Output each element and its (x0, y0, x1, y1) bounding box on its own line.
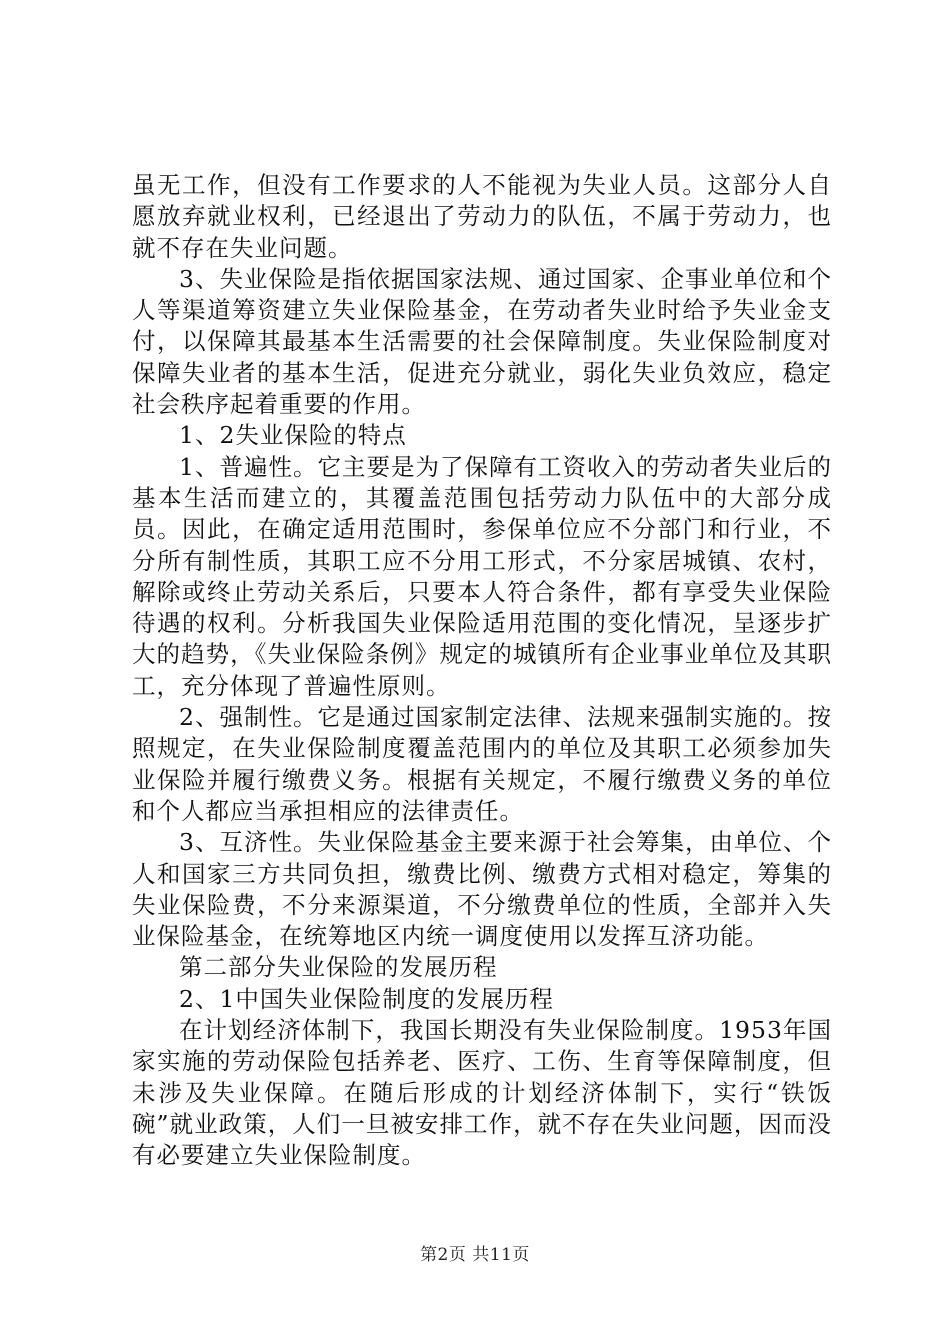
part-heading-development: 第二部分失业保险的发展历程 (179, 953, 498, 982)
section-heading-characteristics: 1、2失业保险的特点 (179, 421, 407, 450)
paragraph-mutual-aid: 3、互济性。失业保险基金主要来源于社会筹集，由单位、个人和国家三方共同负担，缴费比例、缴费方式相对稳定，筹集的失业保险费，不分来源渠道，不分缴费单位的性质，全部并入失业保险基金，在统筹地区内统一调度使用以发挥互济功能。 (132, 828, 832, 951)
paragraph-compulsory: 2、强制性。它是通过国家制定法律、法规来强制实施的。按照规定，在失业保险制度覆盖范围内的单位及其职工必须参加失业保险并履行缴费义务。根据有关规定，不履行缴费义务的单位和个人都应当承担相应的法律责任。 (132, 703, 832, 825)
paragraph-definition-unemployment-insurance: 3、失业保险是指依据国家法规、通过国家、企事业单位和个人等渠道筹资建立失业保险基金，在劳动者失业时给予失业金支付，以保障其最基本生活需要的社会保障制度。失业保险制度对保障失业者的基本生活，促进充分就业，弱化失业负效应，稳定社会秩序起着重要的作用。 (132, 264, 832, 419)
document-body (132, 170, 832, 1172)
paragraph-universality: 1、普遍性。它主要是为了保障有工资收入的劳动者失业后的基本生活而建立的，其覆盖范围包括劳动力队伍中的大部分成员。因此，在确定适用范围时，参保单位应不分部门和行业，不分所有制性质，其职工应不分用工形式，不分家居城镇、农村，解除或终止劳动关系后，只要本人符合条件，都有享受失业保险待遇的权利。分析我国失业保险适用范围的变化情况，呈逐步扩大的趋势，《失业保险条例》规定的城镇所有企业事业单位及其职工，充分体现了普遍性原则。 (132, 452, 832, 700)
section-heading-china-history: 2、1中国失业保险制度的发展历程 (179, 984, 554, 1013)
paragraph-planned-economy: 在计划经济体制下，我国长期没有失业保险制度。1953年国家实施的劳动保险包括养老、医疗、工伤、生育等保障制度，但未涉及失业保障。在随后形成的计划经济体制下，实行“铁饭碗”就业政策，人们一旦被安排工作，就不存在失业问题，因而没有必要建立失业保险制度。 (132, 1016, 832, 1170)
paragraph-continuation: 虽无工作，但没有工作要求的人不能视为失业人员。这部分人自愿放弃就业权利，已经退出了劳动力的队伍，不属于劳动力，也就不存在失业问题。 (132, 171, 832, 262)
page-footer: 第2页 共11页 (420, 1245, 530, 1265)
